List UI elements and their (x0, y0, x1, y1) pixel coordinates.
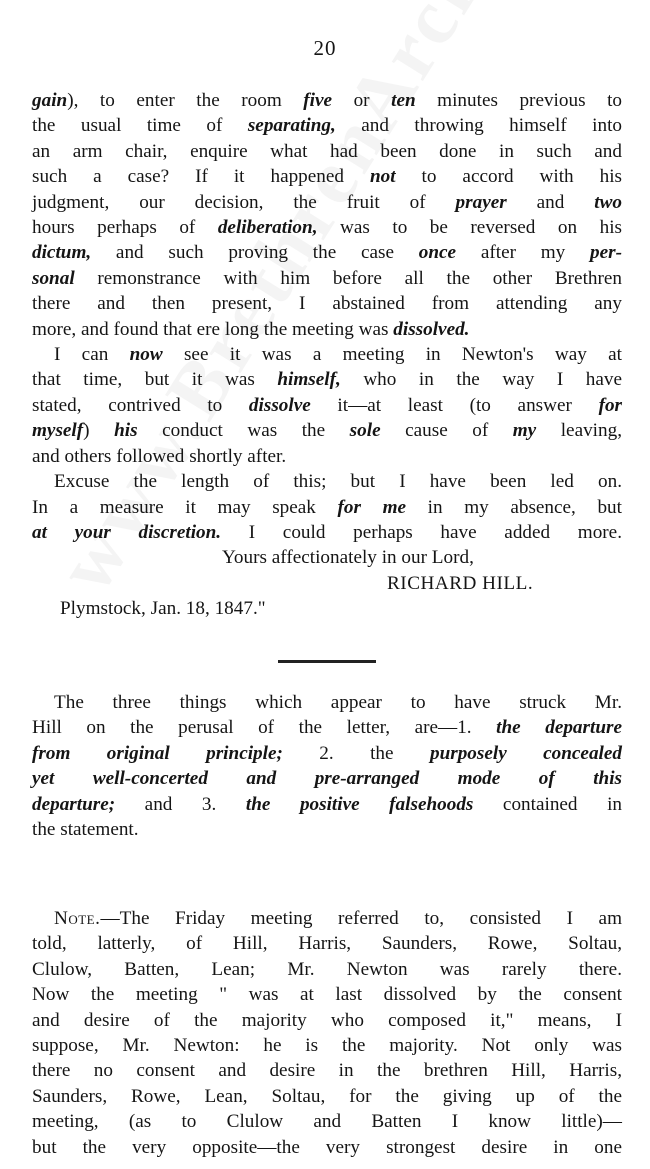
text-line: The three things which appear to have struck Mr. (54, 692, 622, 713)
text-line: an arm chair, enquire what had been done in such and (32, 140, 622, 162)
emphasis: my (512, 420, 537, 442)
emphasis: his (114, 420, 138, 442)
text-line: but the very opposite—the very strongest desire in one (32, 1136, 622, 1158)
text-line: myself) his conduct was the sole cause of my leaving, (32, 420, 622, 442)
text-line: stated, contrived to dissolve it—at least (to answer for (32, 394, 623, 416)
emphasis: sonal (32, 267, 75, 289)
emphasis: from original principle; (32, 742, 283, 764)
text-line: told, latterly, of Hill, Harris, Saunders, Rowe, Soltau, (32, 933, 622, 955)
emphasis: two (594, 191, 622, 213)
text-line: suppose, Mr. Newton: he is the majority. Not only was (32, 1035, 622, 1057)
text-line (32, 766, 622, 791)
text-line: there and then present, I abstained from attending any (32, 293, 622, 315)
emphasis: ten (391, 90, 416, 111)
emphasis: himself, (277, 369, 341, 391)
note-paragraph (32, 906, 622, 1160)
emphasis: dissolved. (393, 318, 470, 340)
page-number: 20 (313, 36, 337, 60)
emphasis: not (369, 166, 396, 188)
text-line: the usual time of separating, and throwing himself into (32, 115, 623, 137)
emphasis: departure; (32, 793, 116, 815)
text-line: In a measure it may speak for me in my absence, but (32, 496, 622, 518)
note-first-line: —The Friday meeting referred to, consisted I am (100, 908, 622, 929)
text-line: there no consent and desire in the brethren Hill, Harris, (32, 1060, 622, 1082)
text-line: dictum, and such proving the case once after my per- (32, 242, 622, 264)
text-line: such a case? If it happened not to accord with his (32, 166, 622, 188)
hill-letter (32, 88, 622, 622)
text-line: from original principle; 2. the purposely concealed (32, 742, 622, 764)
text-line: judgment, our decision, the fruit of prayer and two (32, 191, 622, 213)
text-line: at your discretion. I could perhaps have added more. (32, 521, 622, 543)
emphasis: once (418, 242, 457, 264)
emphasis: gain (32, 90, 68, 111)
letter-closing: Yours affectionately in our Lord, (222, 547, 474, 569)
emphasis: the departure (496, 717, 622, 739)
emphasis: the positive falsehoods (245, 793, 474, 815)
letter-signature: RICHARD HILL. (387, 572, 534, 594)
summary-paragraph (32, 690, 622, 842)
text-line: the statement. (32, 819, 139, 841)
emphasis: separating, (247, 115, 336, 137)
emphasis: five (303, 90, 333, 111)
text-line: sonal remonstrance with him before all the other Brethren (32, 267, 622, 289)
emphasis: now (129, 344, 163, 366)
emphasis: for me (337, 496, 407, 518)
text-line: meeting, (as to Clulow and Batten I know little)— (32, 1111, 622, 1133)
text-line: and others followed shortly after. (32, 445, 287, 467)
text-line: Excuse the length of this; but I have been led on. (54, 471, 622, 493)
section-divider (278, 660, 376, 663)
emphasis: sole (349, 420, 381, 442)
emphasis: dissolve (248, 394, 311, 416)
emphasis: per- (590, 242, 622, 264)
text-line: gain), to enter the room five or ten minutes previous to (32, 90, 623, 111)
text-line (32, 906, 622, 931)
emphasis: purposely concealed (429, 742, 622, 764)
text-line: departure; and 3. the positive falsehoods contained in (32, 793, 622, 815)
emphasis: at your discretion. (32, 521, 222, 543)
text-line: hours perhaps of deliberation, was to be reversed on his (32, 217, 622, 239)
emphasis: dictum, (32, 242, 92, 264)
text-line: Now the meeting " was at last dissolved by the consent (32, 984, 622, 1006)
emphasis: yet well-concerted and pre-arranged mode of this (32, 768, 622, 790)
text-line: Hill on the perusal of the letter, are—1. the departure (32, 717, 622, 739)
text-line: I can now see it was a meeting in Newton's way at (54, 344, 622, 366)
text-line: and desire of the majority who composed it," means, I (32, 1009, 622, 1031)
note-label: Note. (54, 908, 101, 929)
emphasis: for (598, 394, 623, 416)
emphasis: myself (32, 420, 84, 442)
emphasis: prayer (455, 191, 507, 213)
text-line: that time, but it was himself, who in the way I have (32, 369, 622, 391)
text-line: Saunders, Rowe, Lean, Soltau, for the giving up of the (32, 1085, 622, 1107)
text-line: more, and found that ere long the meeting was dissolved. (32, 318, 470, 340)
emphasis: deliberation, (217, 217, 318, 239)
text-line: Clulow, Batten, Lean; Mr. Newton was rarely there. (32, 958, 622, 980)
letter-place-date: Plymstock, Jan. 18, 1847." (60, 598, 266, 620)
